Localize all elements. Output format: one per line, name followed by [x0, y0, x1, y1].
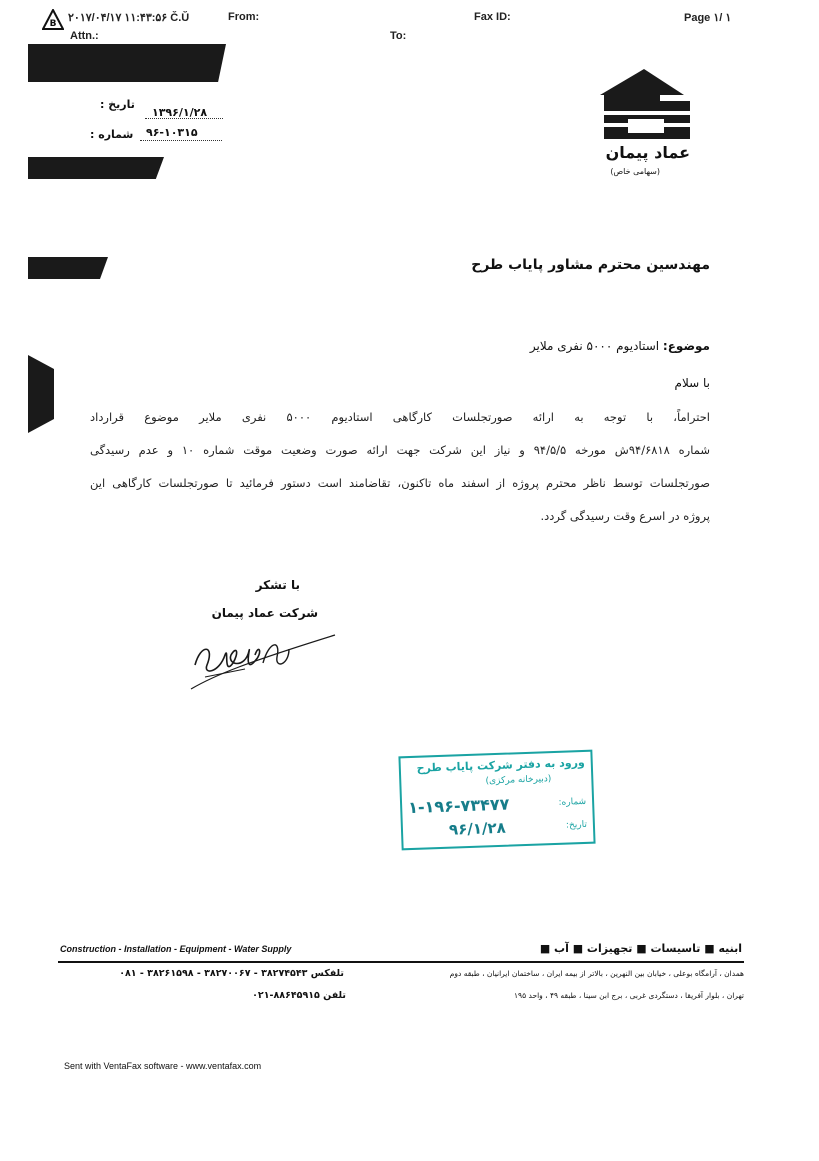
- company-name: عماد پیمان: [605, 143, 690, 162]
- number-label: شماره :: [90, 128, 134, 141]
- footer-services-fa: ابنیه ■ تاسیسات ■ تجهیزات ■ آب ■: [539, 942, 742, 955]
- software-note: Sent with VentaFax software - www.ventafax.com: [64, 1061, 262, 1071]
- paragraph-line: صورتجلسات توسط ناظر محترم پروژه از اسفند ماه تاکنون، تقاضامند است دستور فرمائید تا صورتجلسات کارگاهی این: [90, 476, 710, 490]
- receipt-stamp: [398, 750, 595, 851]
- company-type: (سهامی خاص): [610, 167, 660, 176]
- paragraph-line: شماره ۹۴/۶۸۱۸ش مورخه ۹۴/۵/۵ و نیاز این شرکت جهت ارائه صورت وضعیت موقت شماره ۱۰ و عدم رسیدگی: [90, 443, 711, 457]
- fax-scan-bar: [28, 257, 108, 279]
- number-underline: [140, 140, 222, 141]
- signature: [185, 625, 345, 695]
- stamp-subtitle: (دبیرخانه مرکزی): [485, 774, 552, 787]
- footer-rule: [58, 961, 744, 963]
- number-value: ۹۶-۱۰۳۱۵: [146, 126, 198, 139]
- subject-row: [360, 339, 710, 353]
- footer-tehran-address: تهران ، بلوار آفریقا ، دستگردی غربی ، برج ابن سینا ، طبقه ۴۹ ، واحد ۱۹۵: [514, 991, 744, 1000]
- subject-value: استادیوم ۵۰۰۰ نفری ملایر: [529, 339, 660, 353]
- fax-timestamp: ۲۰۱۷/۰۴/۱۷ ۱۱:۴۳:۵۶ Č.Ŭ: [68, 12, 190, 24]
- letter-date-row: [100, 98, 225, 118]
- footer-services-en: Construction - Installation - Equipment - Water Supply: [60, 944, 292, 954]
- greeting: با سلام: [674, 376, 710, 390]
- fax-scan-bar: [28, 355, 54, 433]
- footer-hamedan-phones: تلفکس ۳۸۲۷۴۵۴۳ - ۳۸۲۷۰۰۶۷ - ۳۸۲۶۱۵۹۸ - ۰۸۱: [119, 968, 344, 979]
- subject-label: موضوع:: [662, 339, 710, 353]
- stamp-number-label: شماره:: [558, 796, 587, 808]
- paragraph-line: پروژه در اسرع وقت رسیدگی گردد.: [540, 509, 710, 523]
- footer-tehran-phone: تلفن ۸۸۶۴۵۹۱۵-۰۲۱: [252, 990, 346, 1001]
- fax-attn-label: Attn.:: [70, 30, 99, 42]
- addressee: مهندسین محترم مشاور پایاب طرح: [471, 257, 710, 273]
- fax-logo-icon: [42, 9, 64, 31]
- fax-scan-bar: [28, 157, 164, 179]
- fax-scan-bar: [28, 44, 226, 82]
- date-value: ۱۳۹۶/۱/۲۸: [152, 106, 208, 119]
- fax-id-label: Fax ID:: [474, 11, 511, 23]
- signatory: شرکت عماد پیمان: [211, 606, 318, 620]
- date-underline: [145, 118, 223, 119]
- footer-hamedan-address: همدان ، آرامگاه بوعلی ، خیابان بین النهرین ، بالاتر از بیمه ایران ، ساختمان ایرانیان ، طبقه دوم: [449, 969, 744, 978]
- letter-number-row: [90, 123, 225, 143]
- letter-paragraph: [90, 401, 710, 533]
- date-label: تاریخ :: [100, 98, 135, 111]
- paragraph-line: احتراماً، با توجه به ارائه صورتجلسات کارگاهی استادیوم ۵۰۰۰ نفری ملایر موضوع قرارداد: [90, 410, 710, 424]
- closing: با تشکر: [255, 578, 300, 592]
- fax-from-label: From:: [228, 11, 260, 23]
- stamp-date-value: ۹۶/۱/۲۸: [448, 818, 507, 839]
- fax-to-label: To:: [390, 30, 407, 42]
- svg-text:B: B: [49, 19, 57, 29]
- stamp-number-value: ۱-۱۹۶-۷۳۴۷۷: [407, 794, 510, 818]
- fax-page-label: Page ۱/ ۱: [684, 12, 732, 24]
- stamp-date-label: تاریخ:: [565, 819, 588, 831]
- company-logo: [598, 67, 690, 141]
- stamp-title: ورود به دفتر شرکت پایاب طرح: [416, 755, 585, 775]
